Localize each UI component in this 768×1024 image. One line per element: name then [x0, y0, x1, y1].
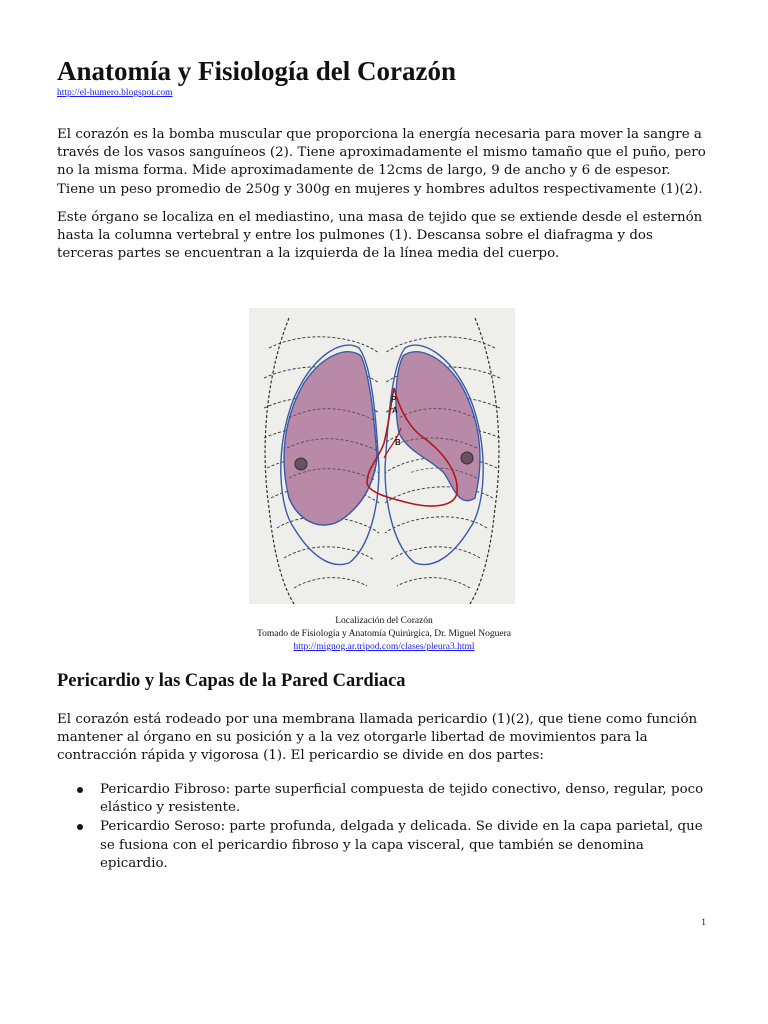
- list-item: [57, 818, 712, 873]
- caption-source: Tomado de Fisiología y Anatomía Quirúrgica, Dr. Miguel Noguera: [256, 629, 512, 639]
- section-heading: Pericardio y las Capas de la Pared Cardiaca: [57, 671, 406, 691]
- document-page: [57, 56, 712, 263]
- list-item-text: Pericardio Fibroso: parte superficial compuesta de tejido conectivo, denso, regular, poco elástico y resistente.: [100, 782, 704, 816]
- list-item: [57, 781, 712, 817]
- figure-caption: [0, 615, 768, 654]
- figure-label-a: A: [392, 406, 398, 415]
- figure-label-p: P: [391, 395, 397, 404]
- source-link[interactable]: http://el-humero.blogspot.com: [57, 88, 173, 98]
- caption-link[interactable]: http://mignog.ar.tripod.com/clases/pleura3.html: [293, 642, 475, 652]
- heart-location-figure: [249, 308, 515, 604]
- intro-paragraph-1: El corazón es la bomba muscular que proporciona la energía necesaria para mover la sangre a través de los vasos sanguíneos (2). Tiene aproximadamente el mismo tamaño que el puño, pero no la misma forma. Mide aproximadamente de 12cms de largo, 9 de ancho y 6 de espesor. Tiene un peso promedio de 250g y 300g en mujeres y hombres adultos respectivamente (1)(2).: [57, 127, 706, 197]
- page-number: 1: [701, 918, 706, 928]
- bullet-icon: [77, 787, 83, 793]
- pericardium-paragraph: El corazón está rodeado por una membrana llamada pericardio (1)(2), que tiene como función mantener al órgano en su posición y a la vez otorgarle libertad de movimientos para la contracción rápida y vigorosa (1). El pericardio se divide en dos partes:: [57, 712, 698, 764]
- intro-paragraph-2: Este órgano se localiza en el mediastino, una masa de tejido que se extiende desde el esternón hasta la columna vertebral y entre los pulmones (1). Descansa sobre el diafragma y dos terceras partes se encuentran a la izquierda de la línea media del cuerpo.: [57, 209, 703, 262]
- thorax-illustration: [249, 308, 515, 604]
- document-title: Anatomía y Fisiología del Corazón: [57, 56, 456, 86]
- list-item-text: Pericardio Seroso: parte profunda, delgada y delicada. Se divide en la capa parietal, que se fusiona con el pericardio fibroso y la capa visceral, que también se denomina epicardio.: [100, 819, 703, 871]
- caption-title: Localización del Corazón: [335, 616, 433, 626]
- pericardium-list: [57, 781, 712, 874]
- bullet-icon: [77, 824, 83, 830]
- figure-label-b: B: [395, 438, 401, 447]
